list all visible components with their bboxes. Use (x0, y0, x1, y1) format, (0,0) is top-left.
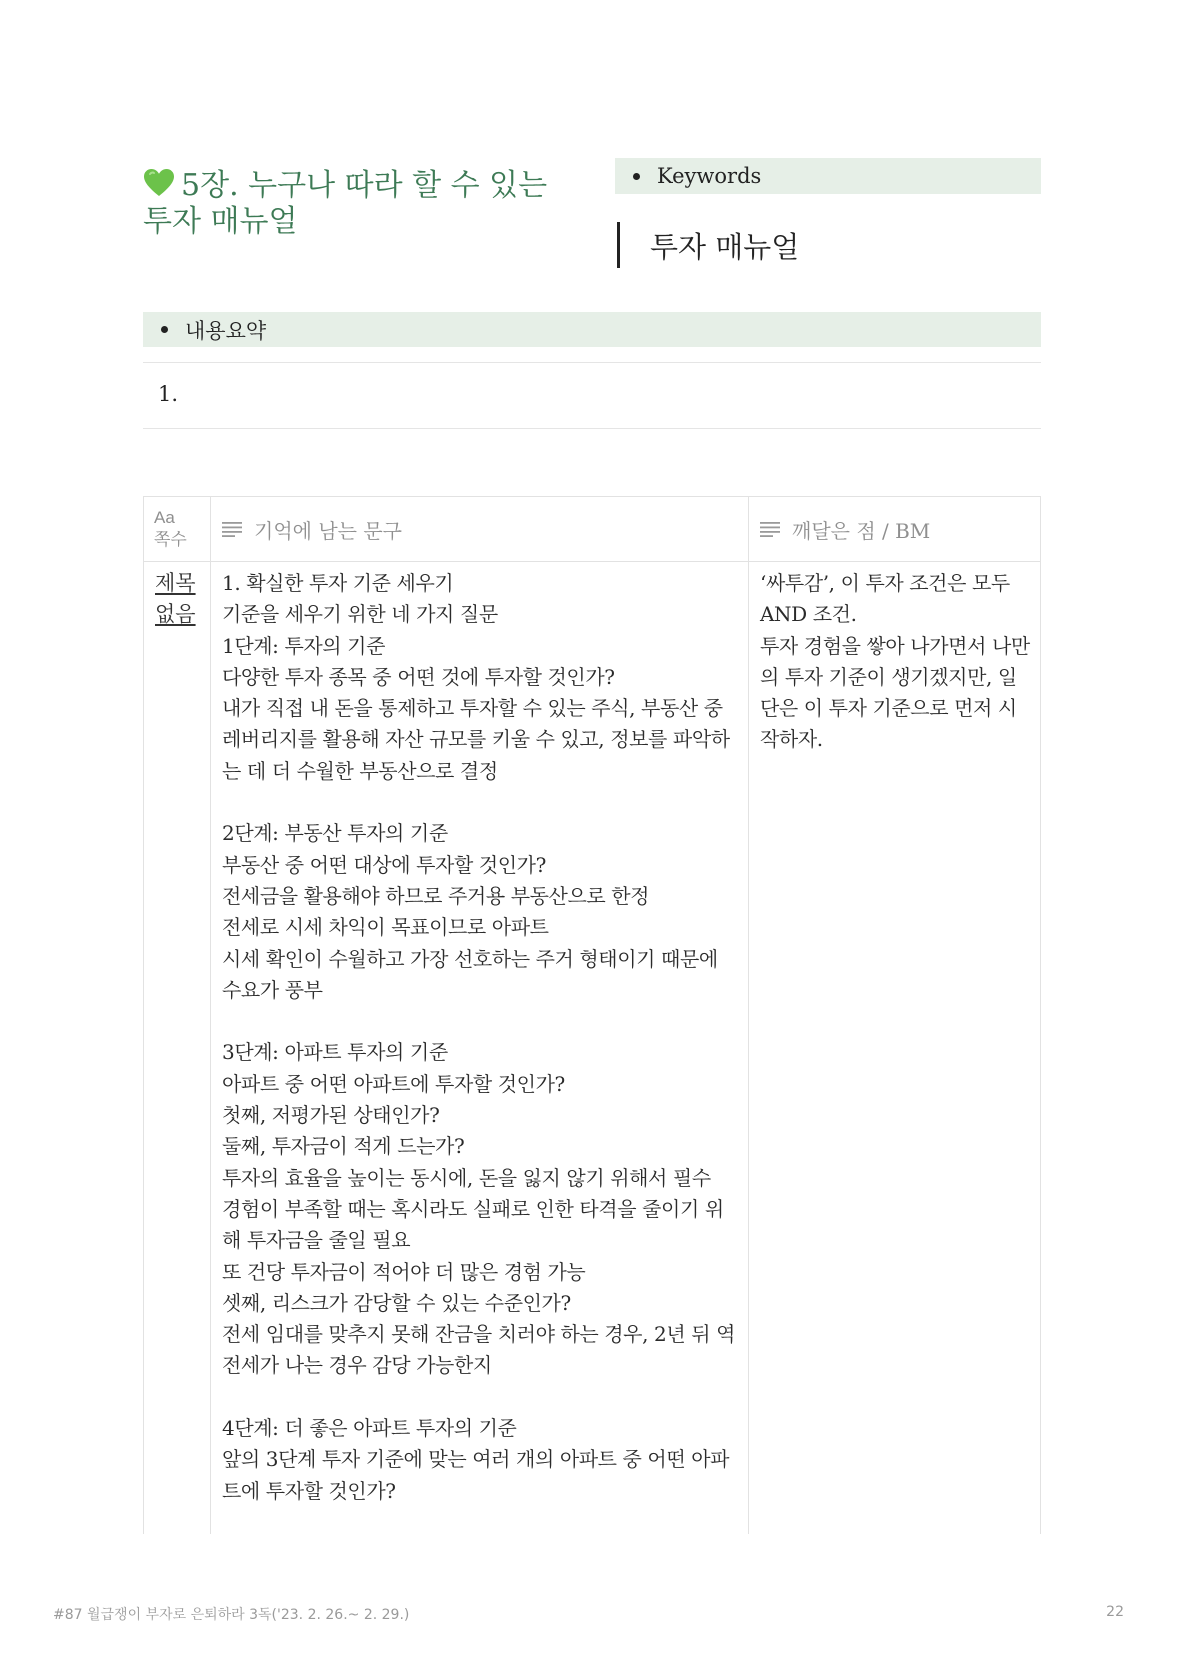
page-title-text: 5장. 누구나 따라 할 수 있는 투자 매뉴얼 (143, 168, 548, 239)
keywords-toggle[interactable] (615, 158, 1041, 194)
text-lines-icon (222, 521, 242, 537)
column-header-bm-label: 깨달은 점 / BM (792, 518, 931, 543)
notes-table (143, 496, 1041, 1534)
text-property-icon: Aa (154, 508, 175, 527)
page-title (143, 168, 573, 240)
summary-toggle[interactable] (143, 312, 1041, 347)
summary-label: 내용요약 (185, 318, 267, 343)
keywords-label: Keywords (657, 164, 762, 188)
text-lines-icon (760, 521, 780, 537)
column-header-quote[interactable] (211, 497, 749, 561)
column-header-page[interactable] (144, 497, 211, 561)
bullet-icon (633, 173, 640, 180)
footer-document-title: #87 월급쟁이 부자로 은퇴하라 3독('23. 2. 26.~ 2. 29.) (53, 1607, 410, 1623)
bullet-icon (161, 326, 168, 333)
keywords-quote (617, 222, 799, 268)
green-heart-icon (143, 168, 175, 198)
row-title-link[interactable]: 제목 없음 (155, 571, 196, 626)
row-bm-cell[interactable]: ‘싸투감’, 이 투자 조건은 모두 AND 조건. 투자 경험을 쌓아 나가면서 나만의 투자 기준이 생기겠지만, 일단은 이 투자 기준으로 먼저 시작하자. (760, 571, 1030, 752)
column-header-bm[interactable] (749, 497, 1042, 561)
divider (143, 428, 1041, 429)
summary-list-item[interactable]: 1. (158, 382, 179, 406)
column-header-quote-label: 기억에 남는 문구 (254, 518, 402, 543)
page-number: 22 (1106, 1604, 1124, 1620)
header-divider (144, 561, 1040, 562)
keywords-value: 투자 매뉴얼 (650, 229, 800, 264)
row-quote-cell[interactable]: 1. 확실한 투자 기준 세우기 기준을 세우기 위한 네 가지 질문 1단계: 투자의 기준 다양한 투자 종목 중 어떤 것에 투자할 것인가? 내가 직접 내 돈을 통제하고 투자할 수 있는 주식, 부동산 중 레버리지를 활용해 자산 규모를 키울 수 있고, 정보를 파악하는 데 더 수월한 부동산으로 결정 2단계: 부동산 투자의 기준 부동산 중 어떤 대상에 투자할 것인가? 전세금을 활용해야 하므로 주거용 부동산으로 한정 전세로 시세 차익이 목표이므로 아파트 시세 확인이 수월하고 가장 선호하는 주거 형태이기 때문에 수요가 풍부 3단계: 아파트 투자의 기준 아파트 중 어떤 아파트에 투자할 것인가? 첫째, 저평가된 상태인가? 둘째, 투자금이 적게 드는가? 투자의 효율을 높이는 동시에, 돈을 잃지 않기 위해서 필수 경험이 부족할 때는 혹시라도 실패로 인한 타격을 줄이기 위해 투자금을 줄일 필요 또 건당 투자금이 적어야 더 많은 경험 가능 셋째, 리스크가 감당할 수 있는 수준인가? 전세 임대를 맞추지 못해 잔금을 치러야 하는 경우, 2년 뒤 역전세가 나는 경우 감당 가능한지 4단계: 더 좋은 아파트 투자의 기준 앞의 3단계 투자 기준에 맞는 여러 개의 아파트 중 어떤 아파트에 투자할 것인가? (222, 571, 736, 1503)
column-header-page-label: 쪽수 (154, 530, 187, 550)
divider (143, 362, 1041, 363)
